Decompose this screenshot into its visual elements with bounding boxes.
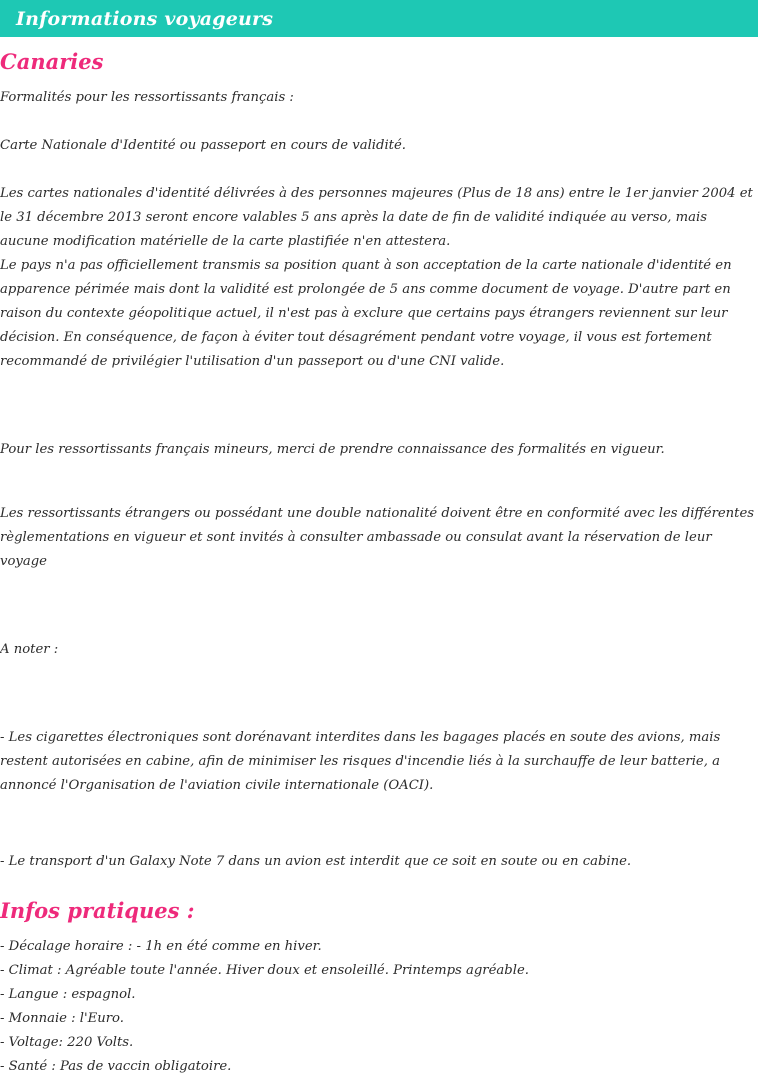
list-item: - Voltage: 220 Volts. bbox=[0, 1035, 134, 1050]
formalities-intro: Formalités pour les ressortissants français : bbox=[0, 90, 294, 105]
page-header-bar bbox=[0, 0, 758, 37]
minors-formalities: Pour les ressortissants français mineurs, merci de prendre connaissance des formalités en vigueur. bbox=[0, 442, 665, 457]
country-position-note: Le pays n'a pas officiellement transmis sa position quant à son acceptation de la carte nationale d'identité en apparence périmée mais dont la validité est prolongée de 5 ans comme document de voyage. D'autre part en raison du contexte géopolitique actuel, il n'est pas à exclure que certains pays étrangers reviennent sur leur décision. En conséquence, de façon à éviter tout désagrément pendant votre voyage, il vous est fortement recommandé de privilégier l'utilisation d'un passeport ou d'une CNI valide. bbox=[0, 258, 732, 369]
spacer bbox=[0, 614, 758, 638]
spacer bbox=[0, 158, 758, 182]
foreign-nationals-note: Les ressortissants étrangers ou possédant une double nationalité doivent être en conformité avec les différentes règlementations en vigueur et sont invités à consulter ambassade ou consulat avant la réservation de leur voyage bbox=[0, 506, 755, 569]
list-item: - Climat : Agréable toute l'année. Hiver doux et ensoleillé. Printemps agréable. bbox=[0, 963, 529, 978]
spacer bbox=[0, 374, 758, 414]
spacer bbox=[0, 923, 758, 935]
spacer bbox=[0, 574, 758, 614]
spacer bbox=[0, 110, 758, 134]
list-item: - Monnaie : l'Euro. bbox=[0, 1011, 124, 1026]
spacer bbox=[0, 662, 758, 702]
page-content bbox=[0, 49, 758, 1079]
required-documents: Carte Nationale d'Identité ou passeport en cours de validité. bbox=[0, 138, 406, 153]
spacer bbox=[0, 414, 758, 438]
practical-info-list bbox=[0, 935, 758, 1079]
spacer bbox=[0, 462, 758, 502]
spacer bbox=[0, 798, 758, 838]
spacer bbox=[0, 74, 758, 86]
spacer bbox=[0, 702, 758, 726]
destination-title: Canaries bbox=[0, 49, 104, 74]
note-item: - Le transport d'un Galaxy Note 7 dans un avion est interdit que ce soit en soute ou en cabine. bbox=[0, 854, 632, 869]
spacer bbox=[0, 874, 758, 886]
id-card-validity-note: Les cartes nationales d'identité délivrées à des personnes majeures (Plus de 18 ans) entre le 1er janvier 2004 et le 31 décembre 2013 seront encore valables 5 ans après la date de fin de validité indiquée au verso, mais aucune modification matérielle de la carte plastifiée n'en attestera. bbox=[0, 186, 753, 249]
page-title: Informations voyageurs bbox=[16, 7, 274, 30]
note-item: - Les cigarettes électroniques sont dorénavant interdites dans les bagages placés en soute des avions, mais restent autorisées en cabine, afin de minimiser les risques d'incendie liés à la surchauffe de leur batterie, a annoncé l'Organisation de l'aviation civile internationale (OACI). bbox=[0, 730, 721, 793]
list-item: - Santé : Pas de vaccin obligatoire. bbox=[0, 1059, 232, 1074]
spacer bbox=[0, 838, 758, 850]
practical-info-title: Infos pratiques : bbox=[0, 898, 195, 923]
notes-label: A noter : bbox=[0, 642, 59, 657]
list-item: - Langue : espagnol. bbox=[0, 987, 136, 1002]
list-item: - Décalage horaire : - 1h en été comme en hiver. bbox=[0, 939, 322, 954]
